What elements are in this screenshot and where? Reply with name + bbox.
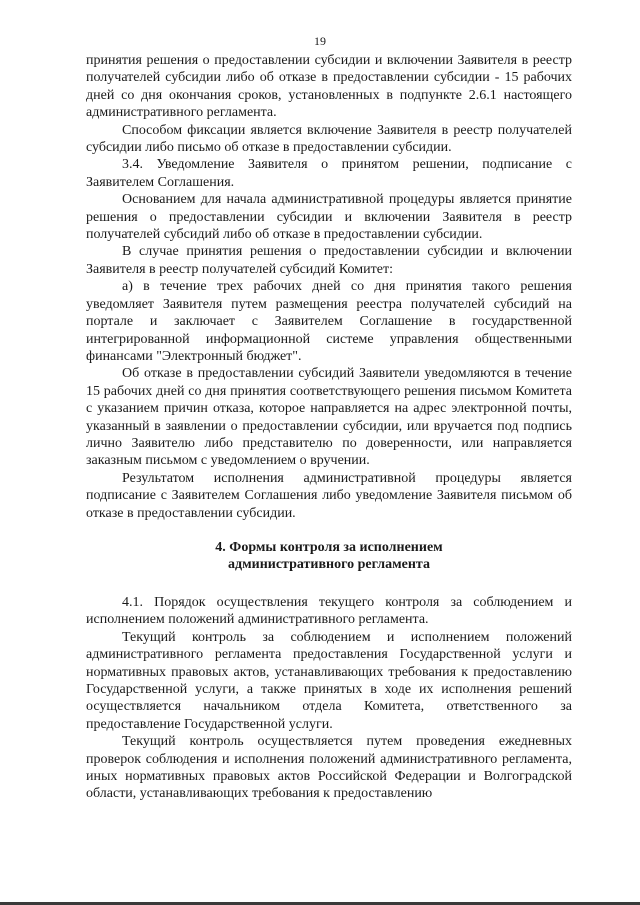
paragraph: Об отказе в предоставлении субсидий Заявители уведомляются в течение 15 рабочих дней со дня принятия соответствующего решения письмом Комитета с указанием причин отказа, которое направляется на адрес электронной почты, указанный в заявлении о предоставлении субсидии, или вручается под подпись лично Заявителю либо представителю по доверенности, или направляется заказным письмом с уведомлением о вручении. — [86, 366, 572, 469]
section-heading — [86, 539, 572, 573]
document-body — [86, 52, 572, 803]
paragraph: Результатом исполнения административной процедуры является подписание с Заявителем Соглашения либо уведомление Заявителя письмом об отказе в предоставлении субсидии. — [86, 470, 572, 521]
page-number: 19 — [314, 34, 326, 48]
section-heading-line: административного регламента — [228, 556, 430, 572]
paragraph: Способом фиксации является включение Заявителя в реестр получателей субсидии либо письмо об отказе в предоставлении субсидии. — [86, 122, 572, 156]
paragraph: 3.4. Уведомление Заявителя о принятом решении, подписание с Заявителем Соглашения. — [86, 157, 572, 190]
section-heading-line: 4. Формы контроля за исполнением — [215, 539, 443, 555]
paragraph: а) в течение трех рабочих дней со дня принятия такого решения уведомляет Заявителя путем размещения реестра получателей субсидий на портале и заключает с Заявителем Соглашение в государственной интегрированной информационной системе управления общественными финансами "Электронный бюджет". — [86, 279, 572, 364]
paragraph: Текущий контроль осуществляется путем проведения ежедневных проверок соблюдения и исполнения положений административного регламента, иных нормативных правовых актов Российской Федерации и Волгоградской области, устанавливающих требования к предоставлению — [86, 734, 572, 802]
paragraph: Текущий контроль за соблюдением и исполнением положений административного регламента предоставления Государственной услуги и нормативных правовых актов, устанавливающих требования к предоставлению Государственной услуги, а также принятых в ходе их исполнения решений осуществляется начальником отдела Комитета, ответственного за предоставление Государственной услуги. — [86, 629, 572, 732]
paragraph: Основанием для начала административной процедуры является принятие решения о предоставлении субсидии и включении Заявителя в реестр получателей субсидий либо об отказе в предоставлении субсидии. — [86, 192, 572, 243]
paragraph: В случае принятия решения о предоставлении субсидии и включении Заявителя в реестр получателей субсидий Комитет: — [86, 244, 572, 277]
paragraph: принятия решения о предоставлении субсидии и включении Заявителя в реестр получателей субсидии либо об отказе в предоставлении субсидии - 15 рабочих дней со дня окончания сроков, установленных в подпункте 2.6.1 настоящего административного регламента. — [86, 53, 572, 121]
paragraph: 4.1. Порядок осуществления текущего контроля за соблюдением и исполнением положений административного регламента. — [86, 594, 572, 628]
